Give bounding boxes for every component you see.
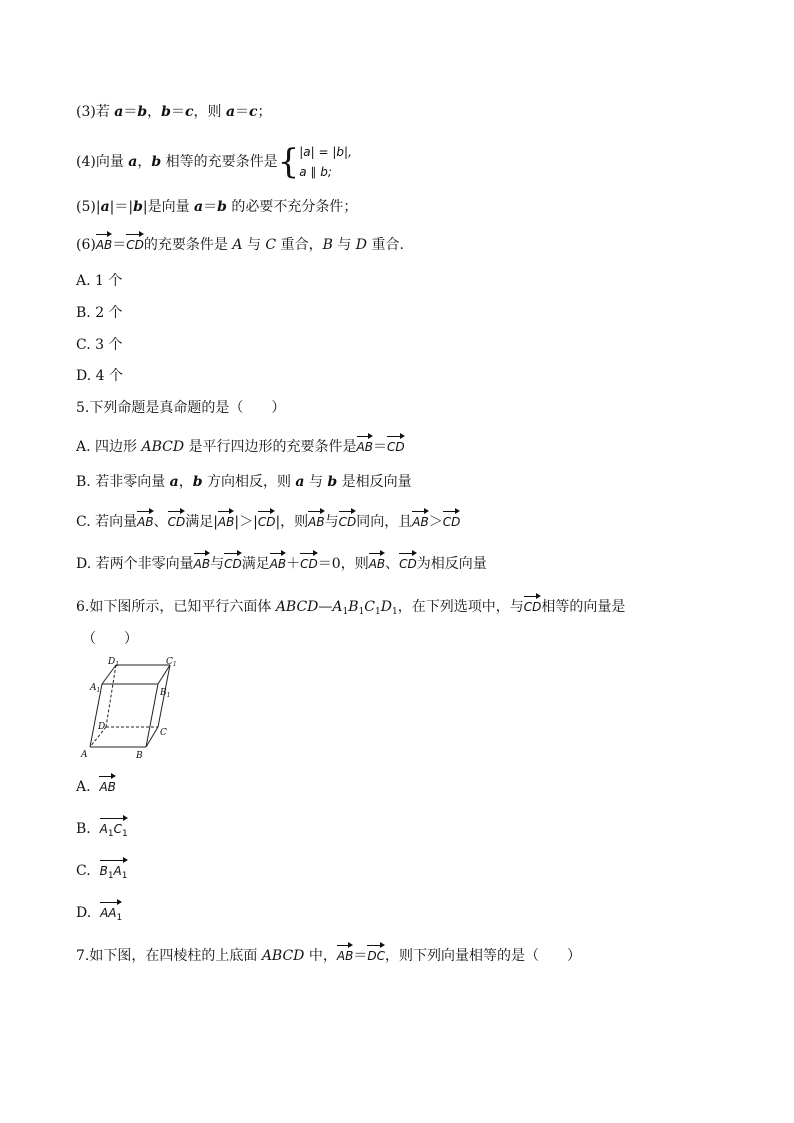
var-b: b [217,199,227,215]
label-a1: $A_1$ [90,683,101,694]
item-5-end: 的必要不充分条件； [226,199,358,215]
abs-equals: |＝| [109,199,134,215]
q6-text: 6.如下图所示，已知平行六面体 [76,599,276,615]
then-text: ，则 [193,104,226,120]
equals: ＝ [112,237,127,253]
label-a: A [81,750,88,760]
q6-option-b[interactable] [76,817,128,844]
label-d: D [98,722,106,732]
vector-cd: CD [399,552,417,574]
q5-d-text: ＝0，则 [317,556,369,572]
quad-abcd: ABCD [261,948,305,964]
var-b: b [151,154,162,170]
vector-cd: CD [524,595,542,617]
vector-ab: AB [357,435,373,457]
solid-name: B [348,599,359,615]
item-6-text: 重合. [367,237,404,253]
option-label: B. [76,821,91,837]
item-6-text: 重合， [276,237,323,253]
vector-ab: AB [369,552,385,574]
vector-ab: AB [137,510,153,532]
q5-c-text: 与 [324,514,339,530]
q7-text: ，则下列向量相等的是（ ） [384,948,581,964]
q5-b-text: 方向相反，则 [202,474,296,490]
subscript: 1 [391,607,398,617]
var-b: b [192,474,203,490]
q5-c-text: |，则 [275,514,309,530]
q7-text: 7.如下图，在四棱柱的上底面 [76,948,262,964]
q5-d-text: D. 若两个非零向量 [76,556,194,572]
item-6-prefix: (6) [76,237,96,253]
q7-stem [76,944,581,966]
var-a: a [169,474,179,490]
var-a: a [128,154,138,170]
solid-name: D [380,599,392,615]
vector-dc: DC [367,944,385,966]
subscript: 1 [358,607,365,617]
condition-cases [299,142,352,182]
q5-d-text: 满足 [241,556,270,572]
option-label: D. [76,905,92,921]
vector-ab: AB [270,552,286,574]
q5-c-text: 满足| [185,514,218,530]
option-label: A. [76,779,91,795]
solid-name: ABCD—A [275,599,343,615]
q5-d-text: 与 [210,556,225,572]
greater-than: ＞ [428,514,443,530]
point-b: B [322,237,333,253]
var-b: b [161,104,171,120]
quad-abcd: ABCD [141,439,185,455]
case-1: |a| = |b|, [299,145,352,159]
var-c: c [249,104,258,120]
vector-ab: AB [99,775,115,797]
equals: ＝ [372,439,387,455]
vector-cd: CD [300,552,318,574]
vector-a1c1: $A_1C_1$ [100,817,128,844]
var-a: a [100,199,110,215]
equals: ＝ [353,948,368,964]
q4-option-d[interactable]: D. 4 个 [76,368,123,384]
case-2: a ∥ b; [299,165,332,179]
subscript: 1 [342,607,349,617]
q5-b-text: 与 [304,474,328,490]
vector-cd: CD [387,435,405,457]
item-6-text: 与 [242,237,266,253]
q5-d-text: 、 [385,556,400,572]
item-5-prefix: (5)| [76,199,101,215]
var-b: b [327,474,338,490]
point-c: C [265,237,277,253]
var-a: a [114,104,124,120]
point-d: D [355,237,368,253]
item-6-text: 的充要条件是 [143,237,233,253]
comma: ， [137,154,152,170]
label-b: B [136,751,143,761]
q6-text: 相等的向量是 [541,599,626,615]
q5-b-text: 是相反向量 [337,474,412,490]
q5-c-text: 、 [153,514,168,530]
q6-option-a[interactable] [76,775,116,797]
vector-ab: AB [96,233,112,255]
item-4 [76,142,352,182]
point-a: A [232,237,243,253]
q6-option-c[interactable] [76,859,128,886]
vector-cd: CD [224,552,242,574]
q6-text: ，在下列选项中，与 [397,599,524,615]
q6-stem [76,595,625,622]
q4-option-c[interactable]: C. 3 个 [76,337,123,353]
item-6-text: 与 [332,237,356,253]
var-b: b [137,104,148,120]
item-6 [76,233,404,255]
var-b: b [133,199,143,215]
vector-cd: CD [339,510,357,532]
q5-option-c[interactable] [76,510,460,532]
q4-option-b[interactable]: B. 2 个 [76,305,123,321]
equals: ＝ [235,104,250,120]
q5-c-text: 同向，且 [356,514,413,530]
item-5-text: |是向量 [142,199,195,215]
vector-ab: AB [218,510,234,532]
vector-cd: CD [168,510,186,532]
label-b1: $B_1$ [160,688,171,699]
q5-c-text: C. 若向量 [76,514,138,530]
label-c1: $C_1$ [166,657,177,668]
label-c: C [160,728,167,738]
vector-ab: AB [412,510,428,532]
q6-paren: （ ） [82,631,138,647]
q6-option-d[interactable] [76,901,122,928]
q5-option-a[interactable] [76,435,405,457]
vector-ab: AB [337,944,353,966]
edge-d1d-hidden [106,665,116,727]
item-4-prefix: (4)向量 [76,154,129,170]
item-3 [76,102,272,122]
plus: ＋ [286,556,301,572]
vector-cd: CD [126,233,144,255]
label-d1: $D_1$ [108,657,120,668]
var-a: a [295,474,305,490]
equals: ＝ [123,104,138,120]
var-c: c [184,104,194,120]
vector-aa1: $AA_1$ [100,901,122,928]
q5-d-text: 为相反向量 [416,556,487,572]
solid-name: C [364,599,376,615]
q5-option-b[interactable] [76,472,412,492]
vector-cd: CD [258,510,276,532]
vector-cd: CD [443,510,461,532]
q5-stem: 5.下列命题是真命题的是（ ） [76,400,286,416]
item-3-prefix: (3)若 [76,104,115,120]
option-label: C. [76,863,91,879]
q4-option-a[interactable]: A. 1 个 [76,273,123,289]
semicolon: ； [257,104,272,120]
var-a: a [194,199,204,215]
equals: ＝ [203,199,218,215]
subscript: 1 [375,607,381,617]
item-5 [76,197,357,217]
q5-b-text: B. 若非零向量 [76,474,170,490]
equals: ＝ [170,104,185,120]
vector-ab: AB [194,552,210,574]
q7-text: 中， [304,948,337,964]
q5-a-text: 是平行四边形的充要条件是 [184,439,357,455]
comma: ， [178,474,193,490]
left-brace: { [277,142,300,182]
comma: ， [147,104,162,120]
q5-c-text: |＞| [234,514,258,530]
q5-a-text: A. 四边形 [76,439,142,455]
q5-option-d[interactable] [76,552,487,574]
item-4-text: 相等的充要条件是 [161,154,278,170]
parallelepiped-figure [78,655,188,765]
vector-ab: AB [308,510,324,532]
var-a: a [225,104,236,120]
vector-b1a1: $B_1A_1$ [100,859,128,886]
